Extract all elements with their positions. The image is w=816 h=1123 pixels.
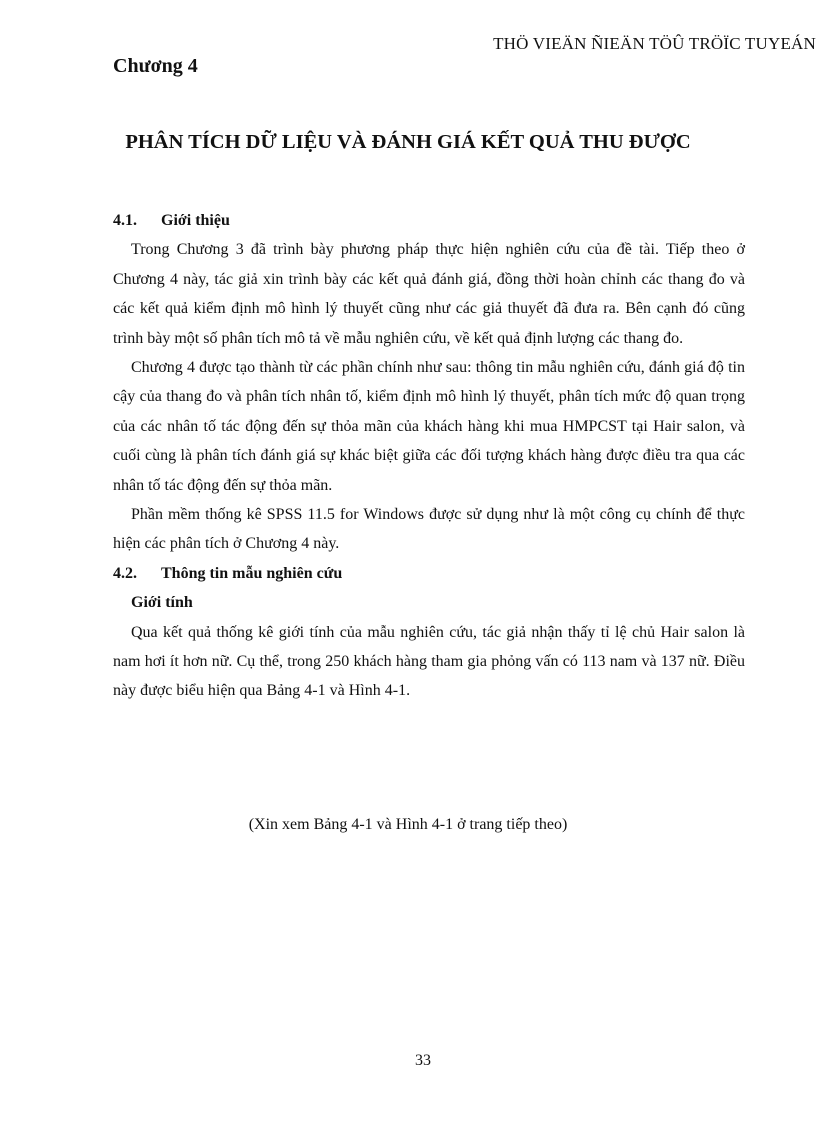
chapter-title: PHÂN TÍCH DỮ LIỆU VÀ ĐÁNH GIÁ KẾT QUẢ THU ĐƯỢC [125,131,691,153]
section-title: Giới thiệu [161,212,230,229]
paragraph: Phần mềm thống kê SPSS 11.5 for Windows được sử dụng như là một công cụ chính để thực hiện các phân tích ở Chương 4 này. [113,506,745,553]
paragraph: Chương 4 được tạo thành từ các phần chính như sau: thông tin mẫu nghiên cứu, đánh giá độ tin cậy của thang đo và phân tích nhân tố, kiểm định mô hình lý thuyết, phân tích mức độ quan trọng của các nhân tố tác động đến sự thỏa mãn của khách hàng khi mua HMPCST tại Hair salon, và cuối cùng là phân tích đánh giá sự khác biệt giữa các đối tượng khách hàng được điều tra qua các nhân tố tác động đến sự thỏa mãn. [113,359,745,494]
section-number: 4.2. [113,564,137,582]
section-title: Thông tin mẫu nghiên cứu [161,564,343,582]
paragraph: Qua kết quả thống kê giới tính của mẫu nghiên cứu, tác giả nhận thấy tỉ lệ chủ Hair salon là nam hơi ít hơn nữ. Cụ thể, trong 250 khách hàng tham gia phỏng vấn có 113 nam và 137 nữ. Điều này được biểu hiện qua Bảng 4-1 và Hình 4-1. [113,623,745,700]
chapter-label: Chương 4 [113,55,198,77]
library-watermark-header: THÖ VIEÄN ÑIEÄN TÖÛ TRÖÏC TUYEÁN [493,34,816,53]
paragraph: Trong Chương 3 đã trình bày phương pháp thực hiện nghiên cứu của đề tài. Tiếp theo ở Chương 4 này, tác giả xin trình bày các kết quả đánh giá, đồng thời hoàn chỉnh các thang đo và các kết quả kiểm định mô hình lý thuyết cũng như các giả thuyết đã đưa ra. Bên cạnh đó cũng trình bày một số phân tích mô tả về mẫu nghiên cứu, về kết quả định lượng các thang đo. [113,241,745,347]
see-next-page-note: (Xin xem Bảng 4-1 và Hình 4-1 ở trang tiếp theo) [248,816,568,833]
subheading-gender: Giới tính [131,594,193,612]
main-content [113,206,745,706]
section-number: 4.1. [113,212,137,229]
page-number: 33 [415,1052,431,1069]
section-heading-4-2 [113,559,745,588]
section-heading-4-1 [113,206,745,235]
